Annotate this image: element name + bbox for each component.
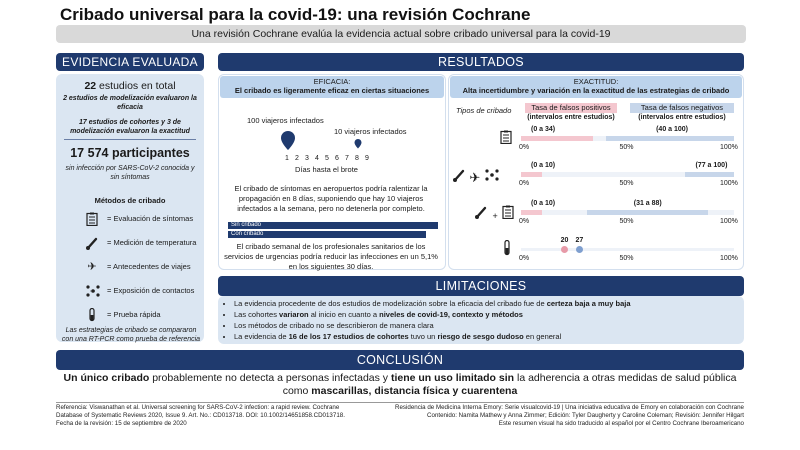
fp-bar [521, 136, 593, 141]
limitations-header: LIMITACIONES [218, 276, 744, 296]
tick-0: 0% [519, 144, 530, 151]
tick-50: 50% [619, 144, 634, 151]
tick-50: 50% [619, 180, 634, 187]
clipboard-icon [85, 212, 99, 226]
tick-100: 100% [720, 180, 738, 187]
conclusion-text: Un único cribado probablemente no detecta a personas infectadas y tiene un uso limitado sin la adherencia a otras medidas de salud pública como mascarillas, distancia física y cuarentena [63, 372, 737, 397]
page-subtitle: Una revisión Cochrane evalúa la evidencia actual sobre cribado universal para la covid-19 [56, 25, 746, 43]
fp-bar [521, 172, 542, 177]
airplane-icon: ✈ [87, 261, 97, 273]
cohort-note: 17 estudios de cohortes y 3 de modelización evaluaron la exactitud [70, 119, 190, 135]
tick-0: 0% [519, 255, 530, 262]
fn-range-label: (77 a 100) [695, 162, 728, 169]
footer-reference: Referencia: Viswanathan et al. Universal screening for SARS-CoV-2 infection: a rapid review. Cochrane Database of Systematic Reviews 2020, Issue 9. Art. No.: CD013718. DOI: 10.1002/14651858.CD013718. Fecha de la revisión: 15 de septiembre de 2020 [56, 404, 345, 427]
tick-0: 0% [519, 180, 530, 187]
fp-range-label: (0 a 10) [531, 162, 556, 169]
contacts-icon [85, 284, 99, 298]
evidence-header: EVIDENCIA EVALUADA [56, 53, 204, 71]
bar-with-screening: Con cribado [228, 231, 426, 238]
pin-100-icon [281, 131, 295, 150]
fp-range-label: (0 a 34) [531, 126, 556, 133]
row-test-tube-icon [502, 240, 512, 261]
participants-count: 17 574 participantes [70, 146, 190, 160]
limitation-item: • Los métodos de cribado no se describieron de manera clara [234, 320, 742, 331]
footer-credits: Residencia de Medicina Interna Emory: Serie visualcovid-19 | Una iniciativa educativa de Emory en colaboración con Cochrane Contenido: Namita Mathew y Anna Zimmer; Edición: Tyler Daugherty y Caroline Coleman; Revisión: Jennifer Hilgart Este resumen visual ha sido traducido al español por el Centro Cochrane Iberoamericano [395, 404, 744, 427]
types-label: Tipos de cribado [456, 106, 512, 115]
method-temperature: = Medición de temperatura [85, 236, 195, 250]
tick-50: 50% [619, 218, 634, 225]
limitation-item: • La evidencia procedente de dos estudios de modelización sobre la eficacia del cribado fue de certeza baja a muy baja [234, 298, 742, 309]
row-temp-travel-contacts-icon: ✈ [452, 168, 500, 186]
results-header: RESULTADOS [218, 53, 744, 71]
method-symptoms: = Evaluación de síntomas [85, 212, 195, 226]
conclusion-header: CONCLUSIÓN [56, 350, 744, 370]
tick-100: 100% [720, 144, 738, 151]
fn-point-label: 27 [575, 237, 584, 244]
participants-note: sin infección por SARS-CoV-2 conocida y sin síntomas [65, 165, 195, 181]
fn-legend: Tasa de falsos negativos [630, 103, 734, 113]
fn-point [576, 246, 583, 253]
method-contacts: = Exposición de contactos [85, 284, 195, 298]
fp-point-label: 20 [560, 237, 569, 244]
fp-point [561, 246, 568, 253]
label-10-infected: 10 viajeros infectados [334, 127, 407, 136]
method-rapid-test: = Prueba rápida [85, 308, 195, 322]
fp-range-label: (0 a 10) [531, 200, 556, 207]
test-tube-icon [85, 308, 99, 322]
tick-50: 50% [619, 255, 634, 262]
page-title: Cribado universal para la covid-19: una revisión Cochrane [60, 5, 531, 24]
fn-bar [685, 172, 734, 177]
efficacy-text-2: El cribado semanal de los profesionales sanitarios de los servicios de urgencias podría reducir las infecciones en un 5,1% en los siguientes 30 días. [224, 242, 438, 271]
fp-legend: Tasa de falsos positivos [525, 103, 617, 113]
efficacy-text-1: El cribado de síntomas en aeropuertos podría ralentizar la propagación en 8 días, suponiendo que hay 10 viajeros infectados a la semana, pero no detenerla por completo. [234, 184, 428, 213]
accuracy-title: EXACTITUD: Alta incertidumbre y variación en la exactitud de las estrategias de cribado [450, 76, 742, 98]
method-travel: ✈ = Antecedentes de viajes [85, 260, 195, 274]
axis-track [521, 248, 734, 251]
thermometer-icon [85, 236, 99, 250]
limitation-item: • La evidencia de 16 de los 17 estudios de cohortes tuvo un riesgo de sesgo dudoso en general [234, 331, 742, 342]
fp-bar [521, 210, 542, 215]
limitations-list [222, 298, 742, 342]
fn-bar [587, 210, 708, 215]
studies-total: 22 estudios en total [84, 80, 176, 92]
footer-divider [56, 402, 744, 403]
row-clipboard-thermometer-icon: + [474, 205, 514, 224]
tick-100: 100% [720, 255, 738, 262]
tick-100: 100% [720, 218, 738, 225]
divider [64, 139, 196, 140]
fn-legend-sub: (intervalos entre estudios) [638, 114, 726, 121]
pin-10-icon [355, 139, 362, 149]
fn-bar [606, 136, 734, 141]
tick-0: 0% [519, 218, 530, 225]
label-100-infected: 100 viajeros infectados [247, 116, 324, 125]
fn-range-label: (31 a 88) [633, 200, 662, 207]
days-label: Días hasta el brote [295, 165, 358, 174]
limitation-item: • Las cohortes variaron al inicio en cuanto a niveles de covid-19, contexto y métodos [234, 309, 742, 320]
fp-legend-sub: (intervalos entre estudios) [527, 114, 615, 121]
methods-title: Métodos de cribado [94, 196, 166, 205]
days-axis: 1 2 3 4 5 6 7 8 9 [285, 155, 369, 162]
evidence-panel [56, 74, 204, 342]
fn-range-label: (40 a 100) [656, 126, 689, 133]
bar-no-screening: Sin cribado [228, 222, 438, 229]
reference-note: Las estrategias de cribado se compararon con una RT-PCR como prueba de referencia [61, 327, 201, 343]
modeling-note: 2 estudios de modelización evaluaron la eficacia [63, 95, 197, 111]
efficacy-title: EFICACIA: El cribado es ligeramente eficaz en ciertas situaciones [220, 76, 444, 98]
row-clipboard-icon [500, 130, 512, 149]
